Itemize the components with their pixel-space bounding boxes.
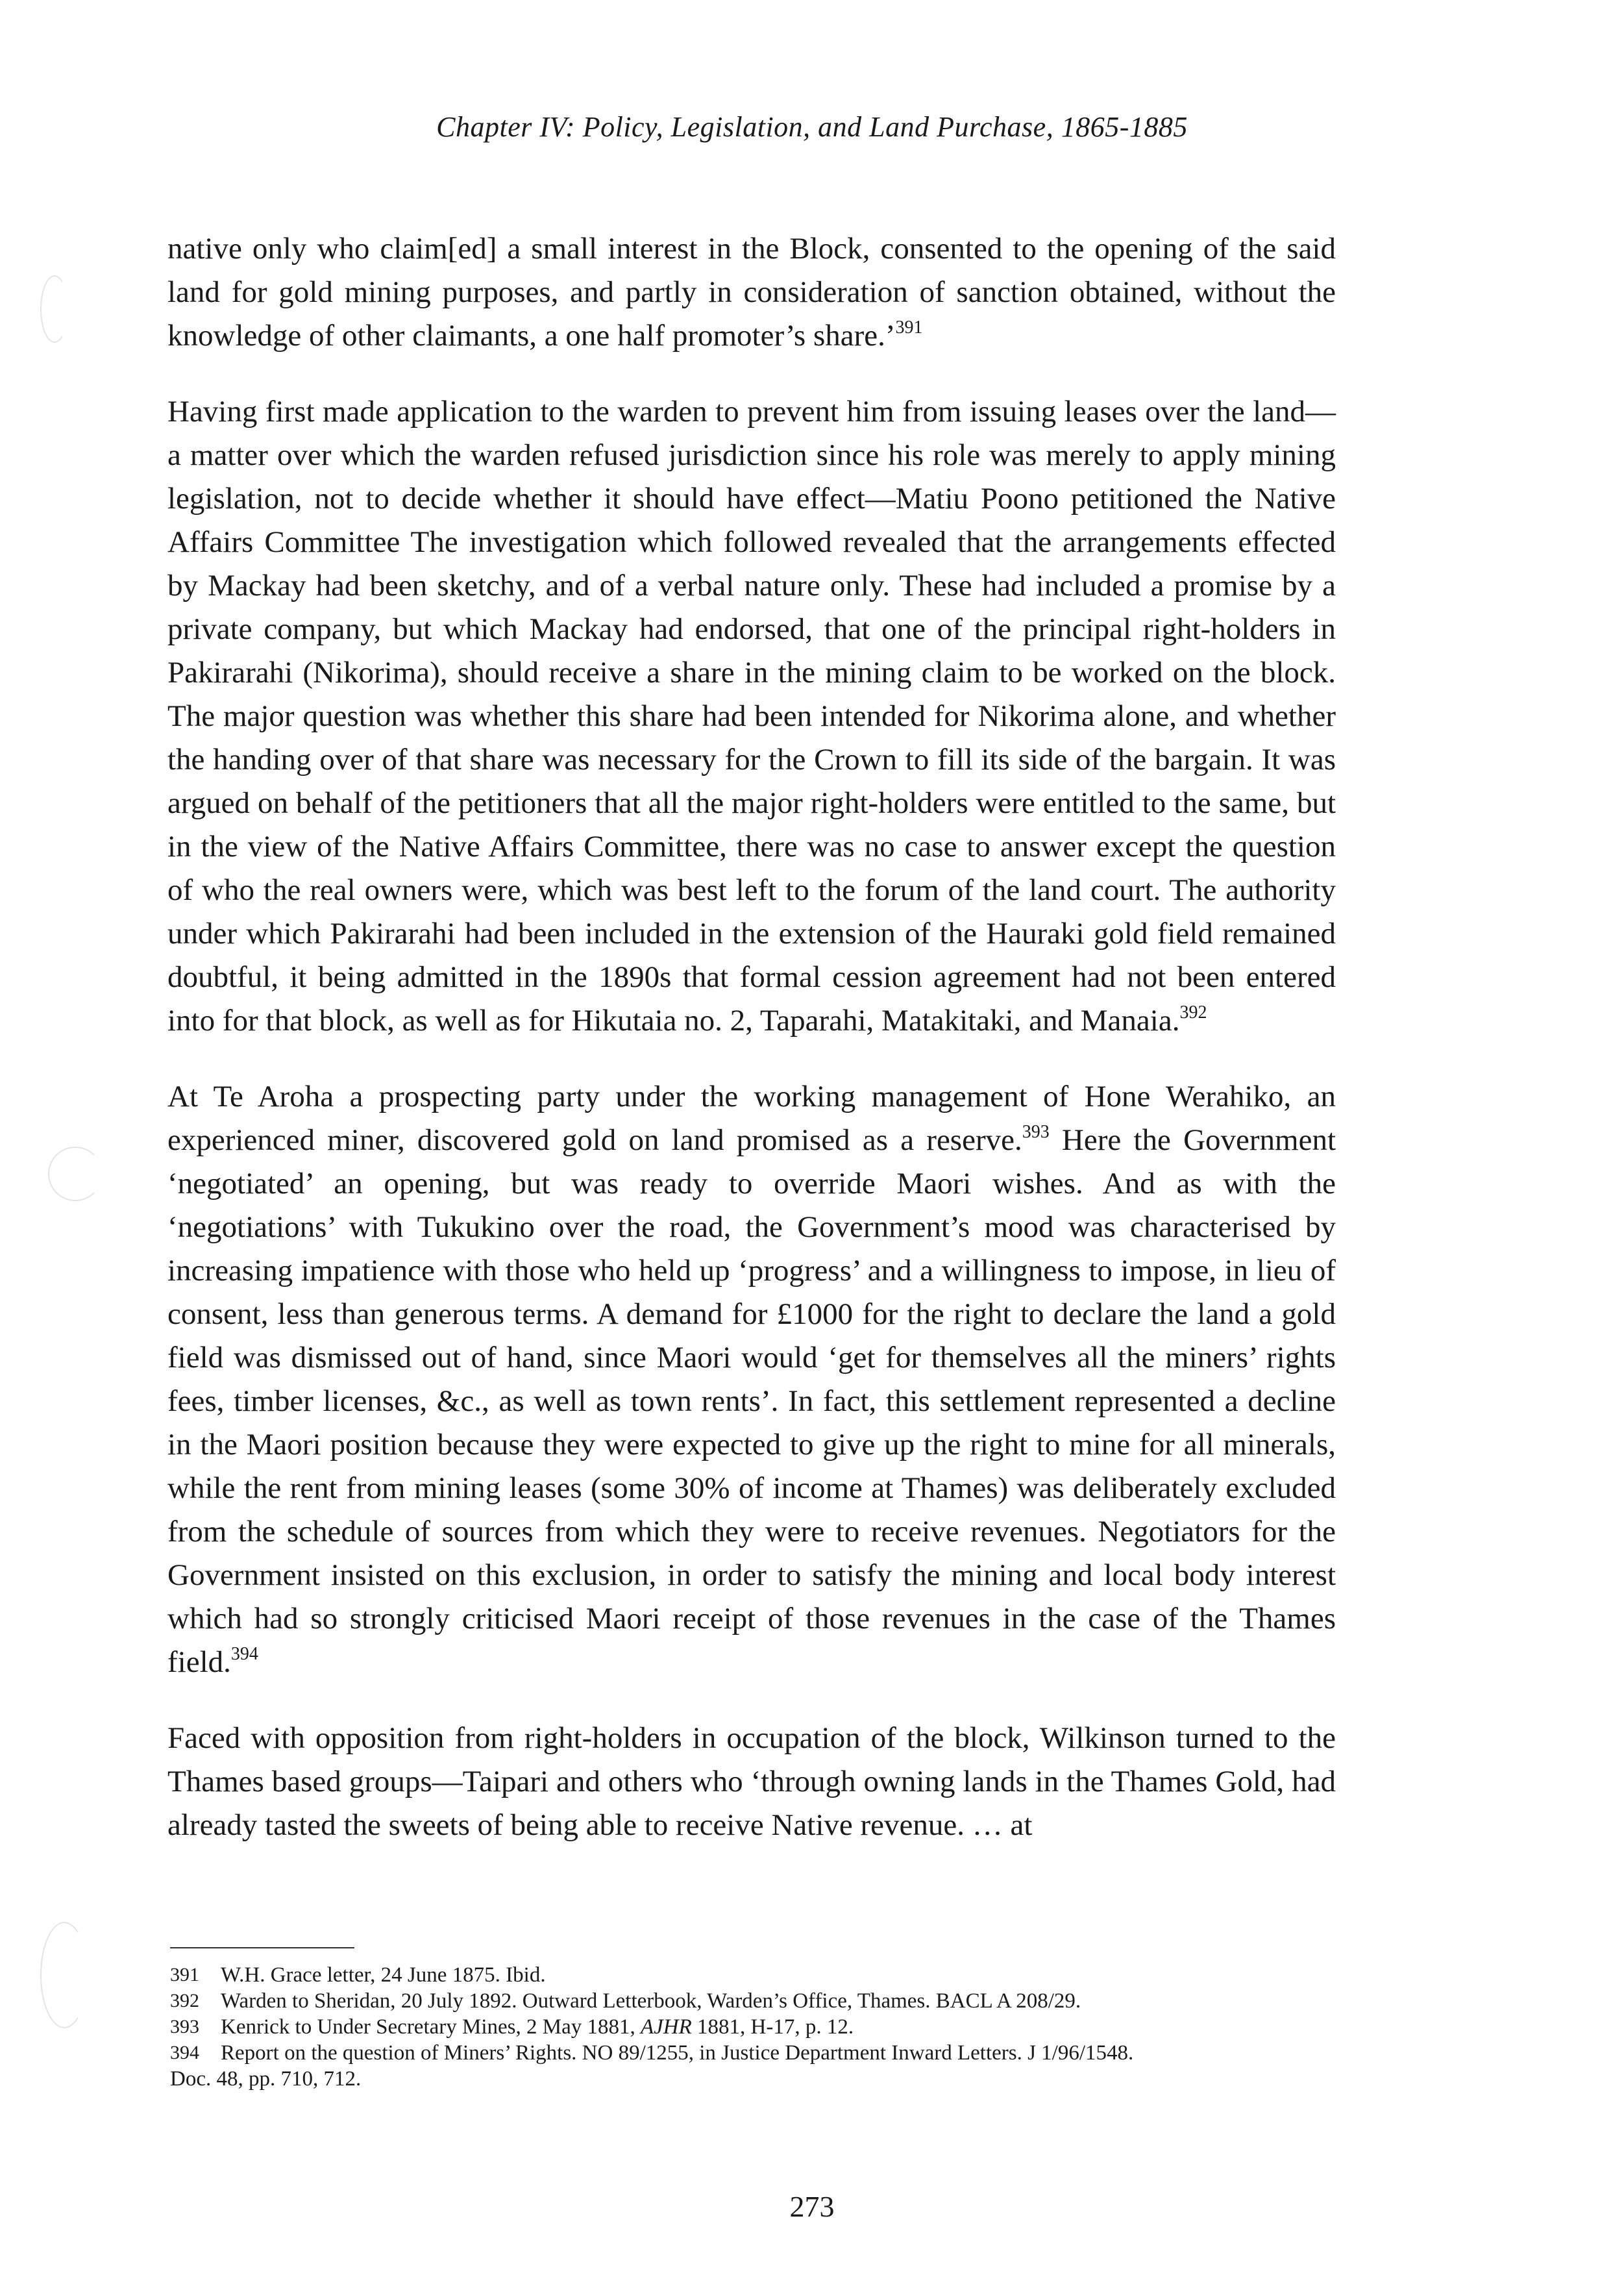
footnote-text-part: Warden to Sheridan, 20 July 1892. Outward Letterbook, Warden’s Office, Thames. [221, 1989, 936, 2013]
scan-hole-mark [40, 1922, 88, 2028]
footnote-number: 392 [170, 1990, 199, 2011]
footnote-text [221, 1988, 1332, 2014]
running-header [0, 110, 1624, 143]
footnote [170, 2014, 1332, 2040]
footnote-text-part: Report on the question of Miners’ Rights. [221, 2041, 582, 2065]
paragraph-text: Having first made application to the warden to prevent him from issuing leases over the land—a matter over which the warden refused jurisdiction since his role was merely to apply mining legislation, not to decide whether it should have effect—Matiu Poono petitioned the Native Affairs Committee The investigation which followed revealed that the arrangements effected by Mackay had been sketchy, and of a verbal nature only. These had included a promise by a private company, but which Mackay had endorsed, that one of the principal right-holders in Pakirarahi (Nikorima), should receive a share in the mining claim to be worked on the block. The major question was whether this share had been intended for Nikorima alone, and whether the handing over of that share was necessary for the Crown to fill its side of the bargain. It was argued on behalf of the petitioners that all the major right-holders were entitled to the same, but in the view of the Native Affairs Committee, there was no case to answer except the question of who the real owners were, which was best left to the forum of the land court. The authority under which Pakirarahi had been included in the extension of the Hauraki gold field remained doubtful, it being admitted in the 1890s that formal cession agreement had not been entered into for that block, as well as for Hikutaia no. 2, Taparahi, Matakitaki, and Manaia. [167, 395, 1336, 1038]
paragraph [167, 1717, 1336, 1847]
paragraph [167, 390, 1336, 1043]
footnote-archive-ref: NO 89/1255 [582, 2041, 689, 2065]
footnote-number: 394 [170, 2042, 199, 2063]
page-number: 273 [789, 2190, 835, 2223]
paragraph [167, 227, 1336, 358]
footnote-text: W.H. Grace letter, 24 June 1875. Ibid. [221, 1963, 546, 1987]
header-title: Policy, Legislation, and Land Purchase, 1865-1885 [582, 111, 1188, 143]
scan-hole-mark [48, 1147, 103, 1201]
scan-hole-mark [40, 275, 69, 343]
footnote-text-part: 1881, H-17, p. 12. [691, 2015, 854, 2039]
footnote-number: 393 [170, 2016, 199, 2037]
footnote-journal: AJHR [641, 2015, 692, 2039]
paragraph [167, 1075, 1336, 1684]
footnote [170, 1962, 1332, 1988]
footnote [170, 1988, 1332, 2014]
footnote-continuation: Doc. 48, pp. 710, 712. [170, 2067, 362, 2091]
footnote-archive-ref: J 1/96/1548. [1027, 2041, 1134, 2065]
footnote-archive-ref: BACL A 208/29. [935, 1989, 1081, 2013]
paragraph-text: At Te Aroha a prospecting party under the working management of Hone Werahiko, an experienced miner, discovered gold on land promised as a reserve. [167, 1080, 1336, 1157]
footnote-text [221, 2040, 1332, 2066]
header-chapter-number: IV: [539, 111, 576, 143]
footnote-ref: 391 [895, 317, 923, 338]
paragraph-text: Faced with opposition from right-holders in occupation of the block, Wilkinson turned to the Thames based groups—Taipari and others who ‘through owning lands in the Thames Gold, had already tasted the sweets of being able to receive Native revenue. … at [167, 1721, 1336, 1842]
footnotes [170, 1962, 1332, 2092]
footnote-text [221, 2014, 1332, 2040]
footnote [170, 2040, 1332, 2066]
footnote-ref: 394 [230, 1644, 258, 1664]
body-text [167, 227, 1336, 1847]
header-chapter: Chapter [436, 111, 532, 143]
footnote-number: 391 [170, 1964, 199, 1985]
footnote-ref: 393 [1022, 1122, 1050, 1142]
paragraph-text: Here the Government ‘negotiated’ an opening, but was ready to override Maori wishes. And as with the ‘negotiations’ with Tukukino over the road, the Government’s mood was characterised by increasing impatience with those who held up ‘progress’ and a willingness to impose, in lieu of consent, less than generous terms. A demand for £1000 for the right to declare the land a gold field was dismissed out of hand, since Maori would ‘get for themselves all the miners’ rights fees, timber licenses, &c., as well as town rents’. In fact, this settlement represented a decline in the Maori position because they were expected to give up the right to mine for all minerals, while the rent from mining leases (some 30% of income at Thames) was deliberately excluded from the schedule of sources from which they were to receive revenues. Negotiators for the Government insisted on this exclusion, in order to satisfy the mining and local body interest which had so strongly criticised Maori receipt of those revenues in the case of the Thames field. [167, 1123, 1336, 1679]
paragraph-text: native only who claim[ed] a small interest in the Block, consented to the opening of the said land for gold mining purposes, and partly in consideration of sanction obtained, without the knowledge of other claimants, a one half promoter’s share.’ [167, 232, 1336, 353]
footnote-rule [170, 1947, 354, 1948]
footnote-ref: 392 [1179, 1002, 1207, 1023]
footnote-text-part: , in Justice Department Inward Letters. [688, 2041, 1028, 2065]
footnote-text-part: Kenrick to Under Secretary Mines, 2 May 1881, [221, 2015, 641, 2039]
